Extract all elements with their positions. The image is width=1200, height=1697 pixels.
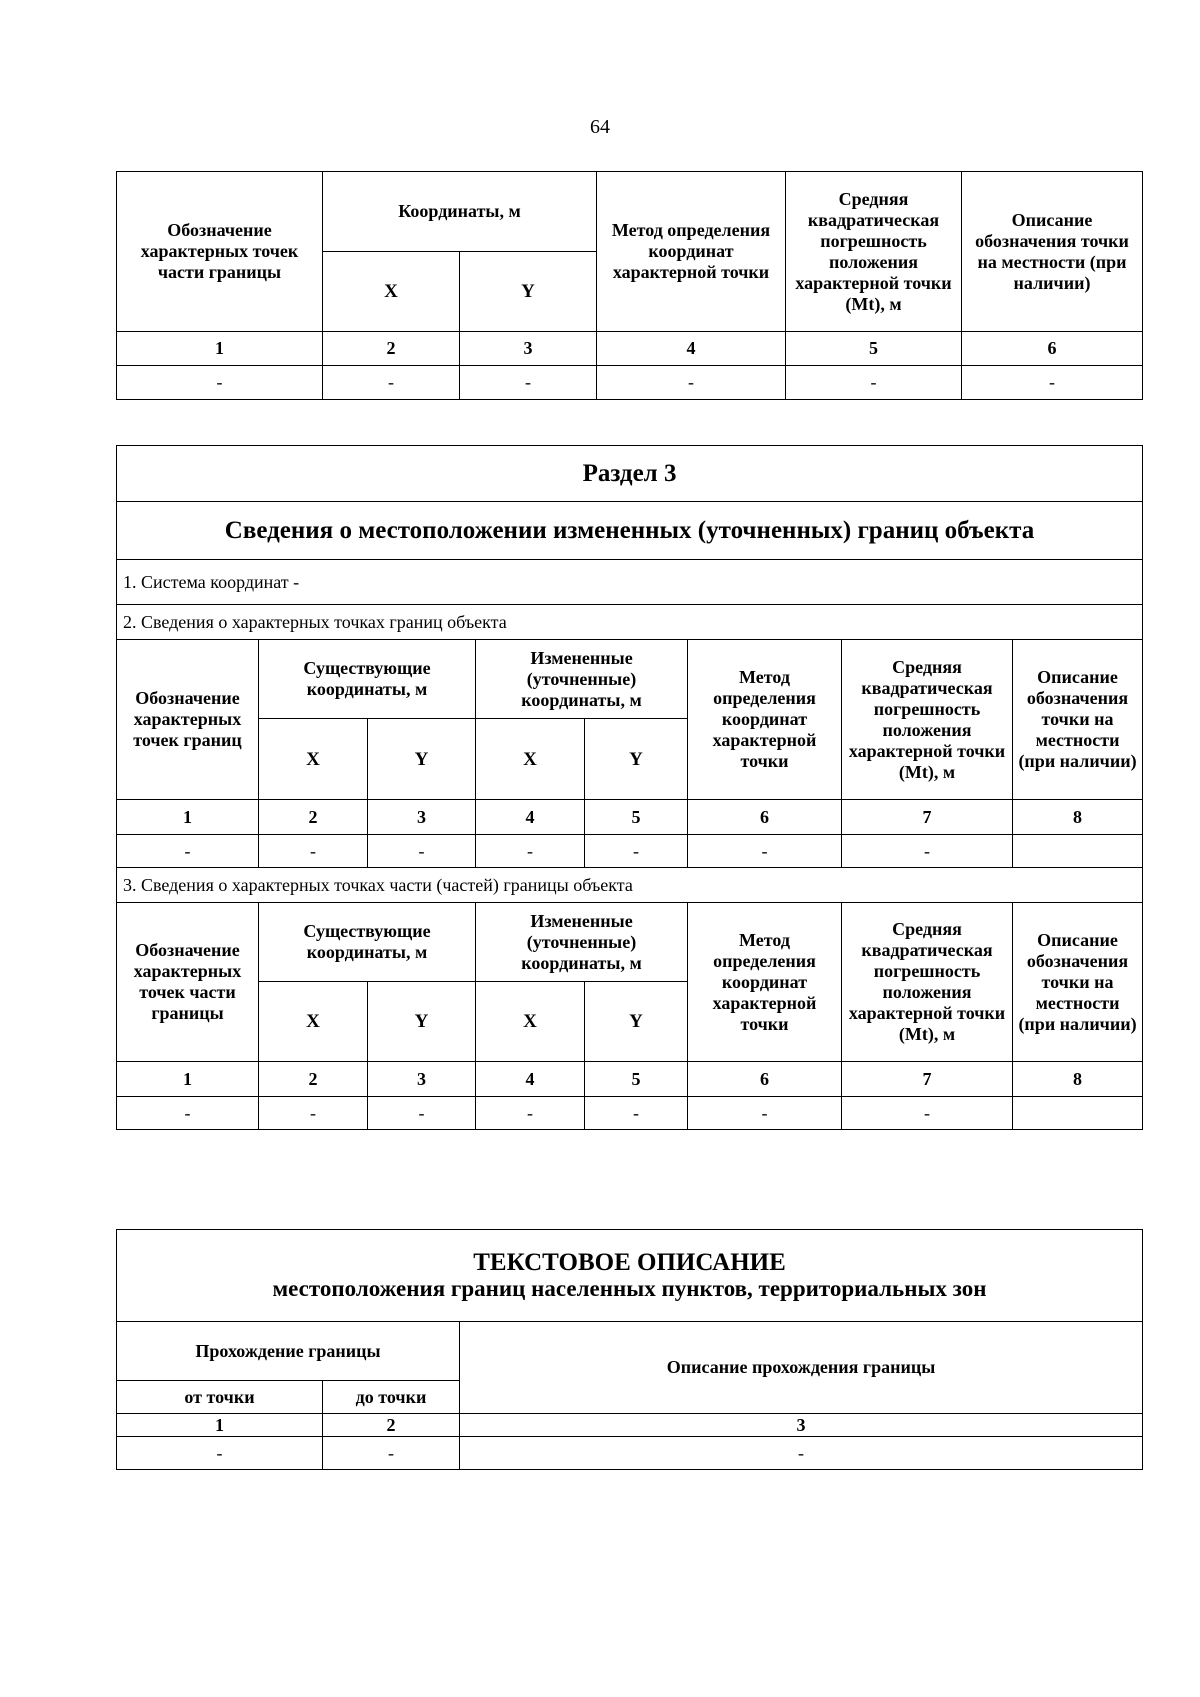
header-y: Y <box>585 982 688 1062</box>
part-heading: 3. Сведения о характерных точках части (частей) границы объекта <box>117 868 1143 903</box>
table-cell: - <box>842 835 1013 868</box>
column-number: 2 <box>323 332 460 366</box>
table-cell: - <box>323 366 460 400</box>
column-number: 1 <box>117 1062 259 1097</box>
column-number: 7 <box>842 1062 1013 1097</box>
header-description: Описание обозначения точки на местности (при наличии) <box>1013 903 1143 1062</box>
column-number: 7 <box>842 800 1013 835</box>
column-number: 5 <box>585 800 688 835</box>
header-from-point: от точки <box>117 1381 323 1414</box>
header-y: Y <box>368 719 476 800</box>
header-x: X <box>476 719 585 800</box>
column-number: 2 <box>259 800 368 835</box>
column-number: 3 <box>368 800 476 835</box>
header-passage: Прохождение границы <box>117 1322 460 1381</box>
table-cell: - <box>585 835 688 868</box>
column-number: 8 <box>1013 800 1143 835</box>
column-number: 2 <box>323 1414 460 1437</box>
column-number: 6 <box>688 1062 842 1097</box>
header-error: Средняя квадратическая погрешность положения характерной точки (Mt), м <box>842 640 1013 800</box>
table-cell: - <box>117 1437 323 1470</box>
table-cell: - <box>585 1097 688 1130</box>
table-cell: - <box>460 1437 1143 1470</box>
header-method: Метод определения координат характерной точки <box>688 903 842 1062</box>
header-error: Средняя квадратическая погрешность положения характерной точки (Mt), м <box>842 903 1013 1062</box>
header-y: Y <box>368 982 476 1062</box>
header-description: Описание обозначения точки на местности (при наличии) <box>962 172 1143 332</box>
header-existing: Существующие координаты, м <box>259 903 476 982</box>
header-existing: Существующие координаты, м <box>259 640 476 719</box>
column-number: 3 <box>460 332 597 366</box>
header-x: X <box>476 982 585 1062</box>
table-cell <box>1013 835 1143 868</box>
part-boundary-points-table <box>116 171 1143 400</box>
section-subtitle: Сведения о местоположении измененных (уточненных) границ объекта <box>117 502 1143 560</box>
header-designation: Обозначение характерных точек части границы <box>117 903 259 1062</box>
column-number: 4 <box>597 332 786 366</box>
table-cell: - <box>368 1097 476 1130</box>
header-description: Описание обозначения точки на местности (при наличии) <box>1013 640 1143 800</box>
table-cell: - <box>117 366 323 400</box>
table-cell: - <box>688 835 842 868</box>
header-y: Y <box>585 719 688 800</box>
section-title: Раздел 3 <box>117 446 1143 502</box>
table-cell: - <box>259 1097 368 1130</box>
column-number: 1 <box>117 332 323 366</box>
text-description-subtitle: местоположения границ населенных пунктов, территориальных зон <box>272 1275 987 1301</box>
table-cell: - <box>460 366 597 400</box>
header-y: Y <box>460 252 597 332</box>
header-method: Метод определения координат характерной точки <box>688 640 842 800</box>
table-cell <box>1013 1097 1143 1130</box>
header-x: X <box>259 982 368 1062</box>
table-cell: - <box>323 1437 460 1470</box>
page-number: 64 <box>590 116 610 138</box>
header-x: X <box>259 719 368 800</box>
header-coordinates: Координаты, м <box>323 172 597 252</box>
table-cell: - <box>117 835 259 868</box>
header-error: Средняя квадратическая погрешность положения характерной точки (Mt), м <box>786 172 962 332</box>
column-number: 6 <box>962 332 1143 366</box>
table-cell: - <box>117 1097 259 1130</box>
table-cell: - <box>786 366 962 400</box>
column-number: 1 <box>117 800 259 835</box>
header-designation: Обозначение характерных точек границ <box>117 640 259 800</box>
column-number: 6 <box>688 800 842 835</box>
table-cell: - <box>368 835 476 868</box>
text-description-table <box>116 1229 1143 1470</box>
text-description-heading <box>117 1230 1143 1322</box>
column-number: 5 <box>786 332 962 366</box>
coordinate-system: 1. Система координат - <box>117 560 1143 605</box>
column-number: 4 <box>476 1062 585 1097</box>
header-x: X <box>323 252 460 332</box>
table-cell: - <box>597 366 786 400</box>
table-cell: - <box>476 1097 585 1130</box>
points-heading: 2. Сведения о характерных точках границ объекта <box>117 605 1143 640</box>
column-number: 1 <box>117 1414 323 1437</box>
header-method: Метод определения координат характерной точки <box>597 172 786 332</box>
column-number: 4 <box>476 800 585 835</box>
column-number: 3 <box>368 1062 476 1097</box>
table-cell: - <box>842 1097 1013 1130</box>
table-cell: - <box>688 1097 842 1130</box>
section-3-table <box>116 445 1143 1130</box>
table-cell: - <box>476 835 585 868</box>
column-number: 5 <box>585 1062 688 1097</box>
header-to-point: до точки <box>323 1381 460 1414</box>
column-number: 8 <box>1013 1062 1143 1097</box>
column-number: 3 <box>460 1414 1143 1437</box>
text-description-title: ТЕКСТОВОЕ ОПИСАНИЕ <box>473 1248 786 1276</box>
table-cell: - <box>962 366 1143 400</box>
header-boundary-description: Описание прохождения границы <box>460 1322 1143 1414</box>
header-designation: Обозначение характерных точек части границы <box>117 172 323 332</box>
column-number: 2 <box>259 1062 368 1097</box>
header-changed: Измененные (уточненные) координаты, м <box>476 640 688 719</box>
table-cell: - <box>259 835 368 868</box>
header-changed: Измененные (уточненные) координаты, м <box>476 903 688 982</box>
